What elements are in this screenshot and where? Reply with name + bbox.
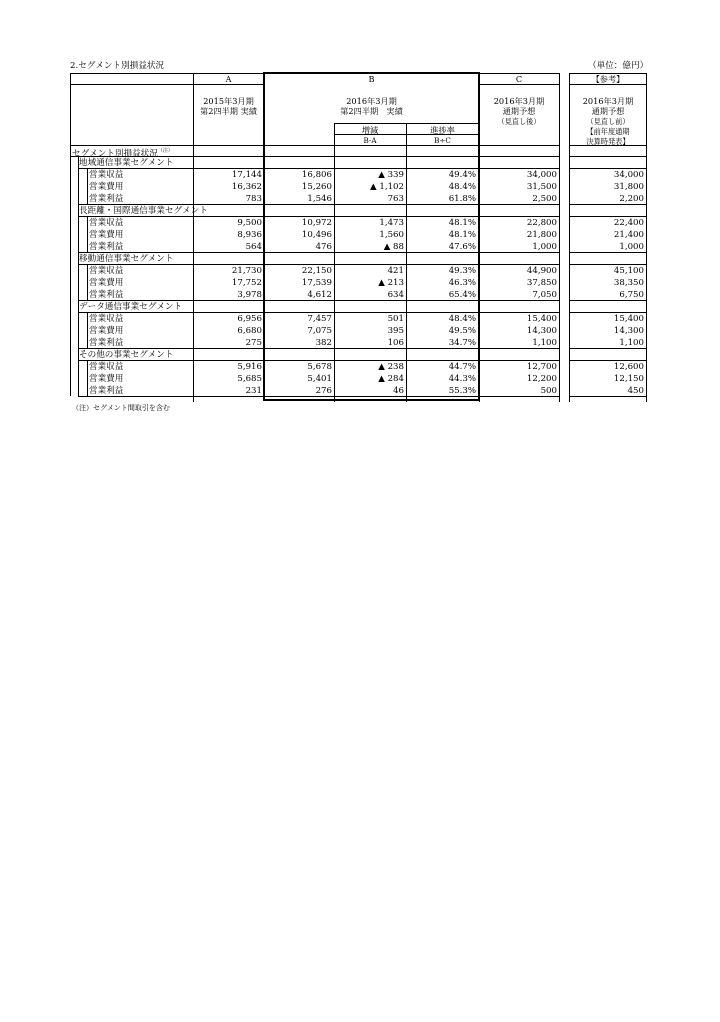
grid-line xyxy=(334,123,479,124)
row-label: 営業利益 xyxy=(89,338,124,348)
cell-b: 476 xyxy=(315,242,332,252)
ref-header-year: 2016年3月期 xyxy=(582,96,634,106)
cell-chg: ▲ 339 xyxy=(378,170,404,180)
grid-line xyxy=(70,156,560,157)
grid-line xyxy=(78,396,193,397)
grid-line xyxy=(569,145,647,146)
cell-ref: 12,600 xyxy=(613,362,644,372)
cell-chg: 421 xyxy=(387,266,404,276)
cell-ref: 450 xyxy=(627,386,644,396)
grid-line xyxy=(479,84,560,85)
grid-line xyxy=(193,84,264,85)
cell-c: 1,000 xyxy=(532,242,557,252)
segment-name: 長距離・国際通信事業セグメント xyxy=(79,206,208,216)
cell-pct: 55.3% xyxy=(448,386,476,396)
cell-ref: 14,300 xyxy=(613,326,644,336)
grid-line xyxy=(569,156,647,157)
grid-line xyxy=(569,300,647,301)
cell-a: 6,956 xyxy=(237,314,262,324)
cell-b: 22,150 xyxy=(301,266,332,276)
cell-a: 5,685 xyxy=(237,374,262,384)
grid-line xyxy=(193,168,560,169)
section-label: セグメント別損益状況$^{(注)}$ xyxy=(72,148,173,159)
cell-pct: 48.4% xyxy=(448,314,476,324)
cell-a: 564 xyxy=(245,242,262,252)
col-a-header-year: 2015年3月期 xyxy=(203,96,254,106)
grid-line xyxy=(78,252,193,253)
ref-header-forecast: 通期予想 xyxy=(591,106,625,116)
cell-pct: 65.4% xyxy=(448,290,476,300)
grid-line xyxy=(569,216,647,217)
grid-line xyxy=(569,264,647,265)
grid-line xyxy=(193,252,560,253)
cell-a: 17,752 xyxy=(231,278,262,288)
unit-label: （単位：億円） xyxy=(588,61,649,71)
cell-b: 10,496 xyxy=(301,230,332,240)
cell-a: 783 xyxy=(245,194,262,204)
cell-ref: 12,150 xyxy=(613,374,644,384)
cell-a: 16,362 xyxy=(231,182,262,192)
segment-name: その他の事業セグメント xyxy=(79,350,174,360)
cell-c: 12,700 xyxy=(526,362,557,372)
grid-line xyxy=(87,168,88,204)
grid-line xyxy=(569,396,647,397)
cell-b: 276 xyxy=(315,386,332,396)
col-c-header-forecast: 通期予想 xyxy=(502,106,536,116)
grid-line xyxy=(569,348,647,349)
grid-line xyxy=(70,84,193,85)
grid-line xyxy=(569,252,647,253)
grid-line xyxy=(87,312,88,348)
grid-line xyxy=(478,72,480,401)
row-label: 営業利益 xyxy=(89,194,124,204)
cell-ref: 31,800 xyxy=(613,182,644,192)
cell-chg: 46 xyxy=(393,386,404,396)
grid-line xyxy=(87,360,88,396)
cell-a: 6,680 xyxy=(237,326,262,336)
cell-ref: 45,100 xyxy=(613,266,644,276)
cell-b: 5,678 xyxy=(307,362,332,372)
cell-pct: 34.7% xyxy=(448,338,476,348)
cell-chg: 106 xyxy=(387,338,404,348)
cell-c: 15,400 xyxy=(526,314,557,324)
cell-b: 5,401 xyxy=(307,374,332,384)
grid-line xyxy=(193,73,194,402)
col-c-header-year: 2016年3月期 xyxy=(493,96,545,106)
page-title: 2.セグメント別損益状況 xyxy=(70,61,165,71)
row-label: 営業収益 xyxy=(89,170,124,180)
cell-c: 34,000 xyxy=(526,170,557,180)
cell-chg: 1,473 xyxy=(379,218,404,228)
grid-line xyxy=(70,156,71,396)
cell-c: 12,200 xyxy=(526,374,557,384)
cell-c: 37,850 xyxy=(526,278,557,288)
grid-line xyxy=(263,72,480,74)
grid-line xyxy=(193,216,560,217)
grid-line xyxy=(646,73,647,402)
cell-ref: 21,400 xyxy=(613,230,644,240)
grid-line xyxy=(87,216,88,252)
cell-ref: 6,750 xyxy=(619,290,644,300)
cell-pct: 46.3% xyxy=(448,278,476,288)
cell-chg: 395 xyxy=(387,326,404,336)
cell-pct: 49.3% xyxy=(448,266,476,276)
cell-pct: 44.7% xyxy=(448,362,476,372)
cell-c: 31,500 xyxy=(526,182,557,192)
col-c-header-note: （見直し後） xyxy=(497,117,541,126)
cell-b: 382 xyxy=(315,338,332,348)
cell-ref: 1,000 xyxy=(619,242,644,252)
cell-c: 22,800 xyxy=(526,218,557,228)
grid-line xyxy=(193,264,560,265)
cell-c: 7,050 xyxy=(532,290,557,300)
grid-line xyxy=(569,312,647,313)
cell-ref: 2,200 xyxy=(619,194,644,204)
cell-pct: 48.1% xyxy=(448,218,476,228)
cell-b: 7,457 xyxy=(307,314,332,324)
row-label: 営業利益 xyxy=(89,242,124,252)
cell-a: 3,978 xyxy=(237,290,262,300)
cell-chg: ▲ 1,102 xyxy=(370,182,404,192)
grid-line xyxy=(569,360,647,361)
cell-b: 17,539 xyxy=(301,278,332,288)
cell-a: 275 xyxy=(245,338,262,348)
row-label: 営業費用 xyxy=(89,230,124,240)
footnote: （注）セグメント間取引を含む xyxy=(72,404,170,412)
cell-pct: 48.1% xyxy=(448,230,476,240)
cell-b: 1,546 xyxy=(307,194,332,204)
grid-line xyxy=(193,312,560,313)
cell-b: 16,806 xyxy=(301,170,332,180)
row-label: 営業費用 xyxy=(89,374,124,384)
row-label: 営業費用 xyxy=(89,326,124,336)
grid-line xyxy=(78,204,79,253)
cell-chg: ▲ 284 xyxy=(378,374,404,384)
grid-line xyxy=(569,73,647,74)
cell-pct: 44.3% xyxy=(448,374,476,384)
grid-line xyxy=(78,264,193,265)
grid-line xyxy=(78,348,193,349)
cell-a: 5,916 xyxy=(237,362,262,372)
cell-c: 2,500 xyxy=(532,194,557,204)
change-header: 増減 xyxy=(361,125,379,135)
grid-line xyxy=(78,156,79,205)
cell-chg: ▲ 213 xyxy=(378,278,404,288)
grid-line xyxy=(78,348,79,397)
col-b-letter: B xyxy=(368,74,375,84)
row-label: 営業収益 xyxy=(89,218,124,228)
cell-pct: 49.5% xyxy=(448,326,476,336)
cell-a: 21,730 xyxy=(231,266,262,276)
cell-chg: 763 xyxy=(387,194,404,204)
grid-line xyxy=(78,300,79,349)
grid-line xyxy=(193,348,560,349)
grid-line xyxy=(569,204,647,205)
row-label: 営業費用 xyxy=(89,182,124,192)
cell-c: 500 xyxy=(540,386,557,396)
cell-pct: 47.6% xyxy=(448,242,476,252)
grid-line xyxy=(263,399,480,401)
row-label: 営業収益 xyxy=(89,266,124,276)
col-b-header-period: 第2四半期 実績 xyxy=(340,106,403,116)
grid-line xyxy=(78,360,193,361)
cell-b: 15,260 xyxy=(301,182,332,192)
segment-name: 移動通信事業セグメント xyxy=(79,254,174,264)
grid-line xyxy=(569,168,647,169)
cell-chg: 1,560 xyxy=(379,230,404,240)
cell-chg: ▲ 88 xyxy=(383,242,404,252)
col-b-header-year: 2016年3月期 xyxy=(346,96,397,106)
row-label: 営業収益 xyxy=(89,314,124,324)
row-label: 営業利益 xyxy=(89,290,124,300)
grid-line xyxy=(193,300,560,301)
cell-c: 44,900 xyxy=(526,266,557,276)
grid-line xyxy=(78,204,193,205)
grid-line xyxy=(193,396,560,397)
grid-line xyxy=(78,312,193,313)
cell-chg: 501 xyxy=(387,314,404,324)
grid-line xyxy=(70,145,560,146)
ref-header-basis-2: 決算時発表】 xyxy=(586,137,630,146)
cell-ref: 1,100 xyxy=(619,338,644,348)
cell-chg: ▲ 238 xyxy=(378,362,404,372)
progress-header: 進捗率 xyxy=(430,125,455,135)
grid-line xyxy=(569,84,647,85)
cell-pct: 61.8% xyxy=(448,194,476,204)
grid-line xyxy=(559,73,560,402)
grid-line xyxy=(193,360,560,361)
cell-a: 17,144 xyxy=(231,170,262,180)
grid-line xyxy=(87,264,88,300)
grid-line xyxy=(193,204,560,205)
cell-a: 8,936 xyxy=(237,230,262,240)
grid-line xyxy=(569,73,570,402)
cell-ref: 34,000 xyxy=(613,170,644,180)
cell-b: 4,612 xyxy=(307,290,332,300)
col-a-letter: A xyxy=(225,74,232,84)
segment-name: 地域通信事業セグメント xyxy=(79,158,174,168)
ref-header: 【参考】 xyxy=(591,74,625,84)
row-label: 営業利益 xyxy=(89,386,124,396)
segment-name: データ通信事業セグメント xyxy=(79,302,183,312)
cell-pct: 49.4% xyxy=(448,170,476,180)
grid-line xyxy=(78,168,193,169)
row-label: 営業費用 xyxy=(89,278,124,288)
grid-line xyxy=(70,73,71,157)
cell-b: 7,075 xyxy=(307,326,332,336)
ref-header-basis-1: 【前年度通期 xyxy=(586,127,630,136)
row-label: 営業収益 xyxy=(89,362,124,372)
grid-line xyxy=(78,252,79,301)
cell-ref: 15,400 xyxy=(613,314,644,324)
cell-c: 14,300 xyxy=(526,326,557,336)
grid-line xyxy=(263,72,265,401)
cell-ref: 38,350 xyxy=(613,278,644,288)
grid-line xyxy=(78,216,193,217)
cell-chg: 634 xyxy=(387,290,404,300)
cell-a: 9,500 xyxy=(237,218,262,228)
change-formula: B-A xyxy=(363,136,377,145)
cell-ref: 22,400 xyxy=(613,218,644,228)
progress-formula: B÷C xyxy=(434,136,451,145)
grid-line xyxy=(78,300,193,301)
col-c-letter: C xyxy=(515,74,523,84)
cell-c: 21,800 xyxy=(526,230,557,240)
col-a-header-period: 第2四半期 実績 xyxy=(200,106,257,116)
ref-header-note: （見直し前） xyxy=(586,117,630,126)
cell-c: 1,100 xyxy=(532,338,557,348)
cell-pct: 48.4% xyxy=(448,182,476,192)
cell-b: 10,972 xyxy=(301,218,332,228)
cell-a: 231 xyxy=(245,386,262,396)
